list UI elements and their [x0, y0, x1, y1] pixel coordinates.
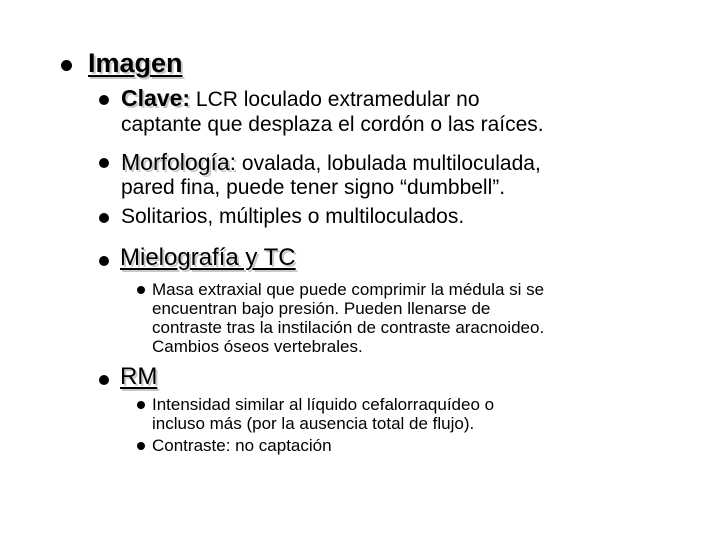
mielografia-line: contraste tras la instilación de contraste aracnoideo.	[152, 318, 545, 337]
bullet-morfologia	[99, 158, 109, 168]
bullet-mielografia-item	[137, 286, 145, 294]
mielografia-line: Masa extraxial que puede comprimir la médula si se	[152, 280, 545, 299]
clave-text: LCR loculado extramedular no	[195, 88, 480, 111]
mielografia-line: encuentran bajo presión. Pueden llenarse de	[152, 299, 491, 318]
morfologia-text: ovalada, lobulada multiloculada,	[241, 152, 541, 175]
clave-line2: captante que desplaza el cordón o las raíces.	[121, 113, 544, 136]
bullet-imagen	[61, 60, 72, 71]
bullet-solitarios	[99, 213, 109, 223]
clave-line1	[121, 85, 480, 113]
morfologia-line1	[121, 149, 541, 177]
heading-rm: RM	[120, 363, 158, 390]
morfologia-term: Morfología:	[121, 149, 237, 175]
mielografia-line: Cambios óseos vertebrales.	[152, 337, 363, 356]
clave-term: Clave:	[121, 85, 191, 111]
mielografia-text	[152, 280, 544, 356]
rm-item1-line: incluso más (por la ausencia total de flujo).	[152, 414, 475, 433]
bullet-mielografia	[99, 256, 109, 266]
bullet-rm-item1	[137, 401, 145, 409]
heading-imagen: Imagen	[88, 48, 183, 78]
bullet-rm-item2	[137, 442, 145, 450]
morfologia-line2: pared fina, puede tener signo “dumbbell”.	[121, 176, 506, 199]
heading-mielografia: Mielografía y TC	[120, 244, 296, 271]
rm-item2-text: Contraste: no captación	[152, 436, 332, 455]
rm-item1-text	[152, 395, 494, 433]
bullet-rm	[99, 375, 109, 385]
rm-item1-line: Intensidad similar al líquido cefalorraquídeo o	[152, 395, 495, 414]
solitarios-text: Solitarios, múltiples o multiloculados.	[121, 205, 465, 228]
bullet-clave	[99, 95, 109, 105]
